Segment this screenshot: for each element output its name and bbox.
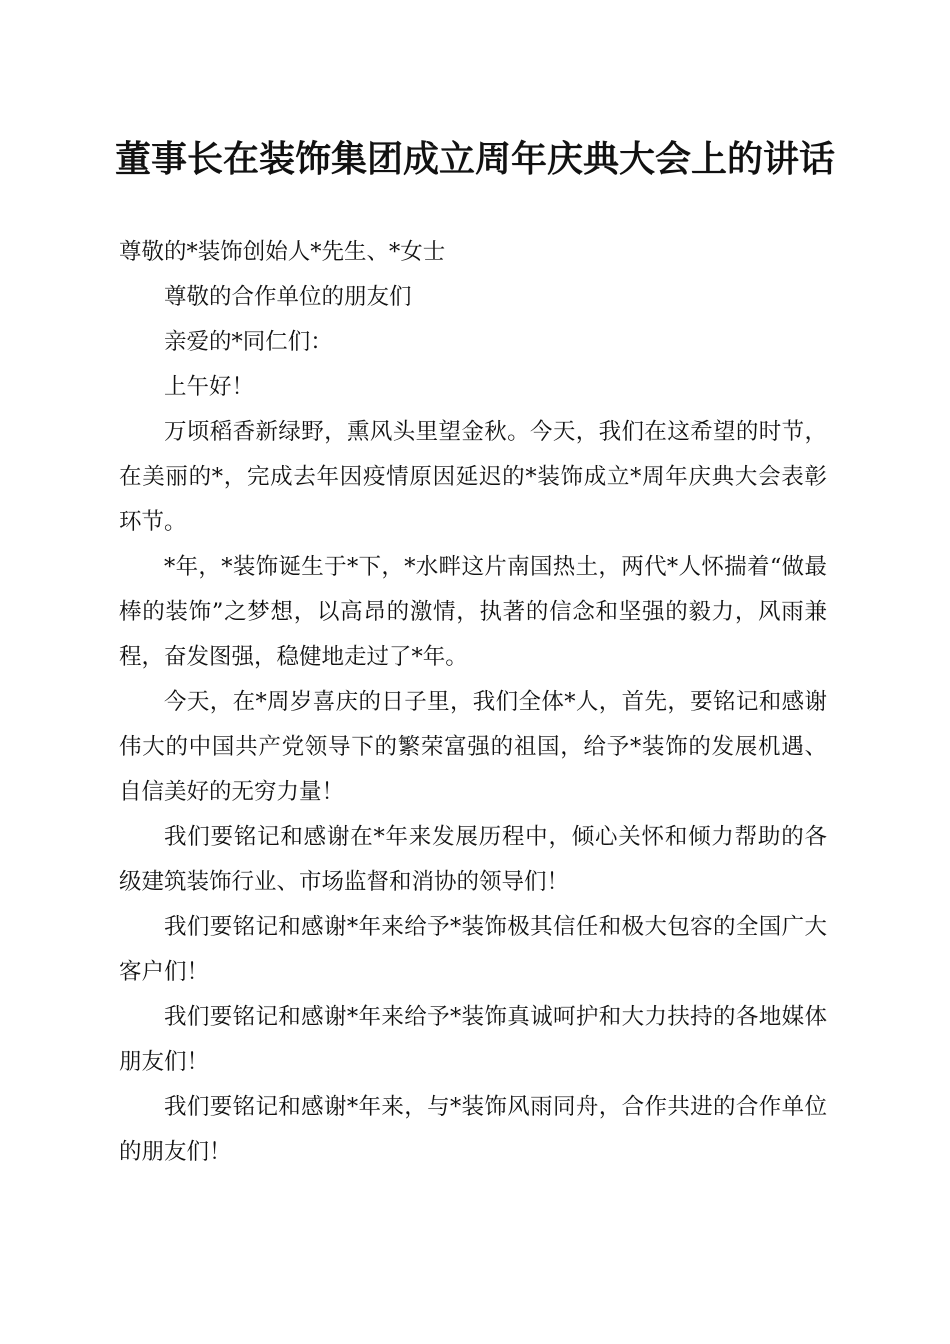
paragraph-thanks-customers: 我们要铭记和感谢*年来给予*装饰极其信任和极大包容的全国广大客户们！ [119, 914, 827, 985]
document-body [119, 230, 827, 1175]
paragraph-opening: 万顷稻香新绿野，熏风头里望金秋。今天，我们在这希望的时节，在美丽的*，完成去年因疫情原因延迟的*装饰成立*周年庆典大会表彰环节。 [119, 419, 827, 535]
paragraph-thanks-country: 今天，在*周岁喜庆的日子里，我们全体*人，首先，要铭记和感谢伟大的中国共产党领导下的繁荣富强的祖国，给予*装饰的发展机遇、自信美好的无穷力量！ [119, 689, 827, 805]
salutation-colleagues: 亲爱的*同仁们： [164, 329, 333, 355]
document-title: 董事长在装饰集团成立周年庆典大会上的讲话 [114, 138, 835, 180]
salutation-founders: 尊敬的*装饰创始人*先生、*女士 [119, 239, 446, 265]
salutation-partners: 尊敬的合作单位的朋友们 [164, 284, 412, 310]
greeting: 上午好！ [164, 374, 255, 400]
paragraph-history: *年，*装饰诞生于*下，*水畔这片南国热土，两代*人怀揣着“做最棒的装饰”之梦想，以高昂的激情，执著的信念和坚强的毅力，风雨兼程，奋发图强，稳健地走过了*年。 [119, 554, 827, 670]
paragraph-thanks-partners: 我们要铭记和感谢*年来，与*装饰风雨同舟，合作共进的合作单位的朋友们！ [119, 1094, 827, 1165]
paragraph-thanks-media: 我们要铭记和感谢*年来给予*装饰真诚呵护和大力扶持的各地媒体朋友们！ [119, 1004, 827, 1075]
paragraph-thanks-leaders: 我们要铭记和感谢在*年来发展历程中，倾心关怀和倾力帮助的各级建筑装饰行业、市场监督和消协的领导们！ [119, 824, 827, 895]
